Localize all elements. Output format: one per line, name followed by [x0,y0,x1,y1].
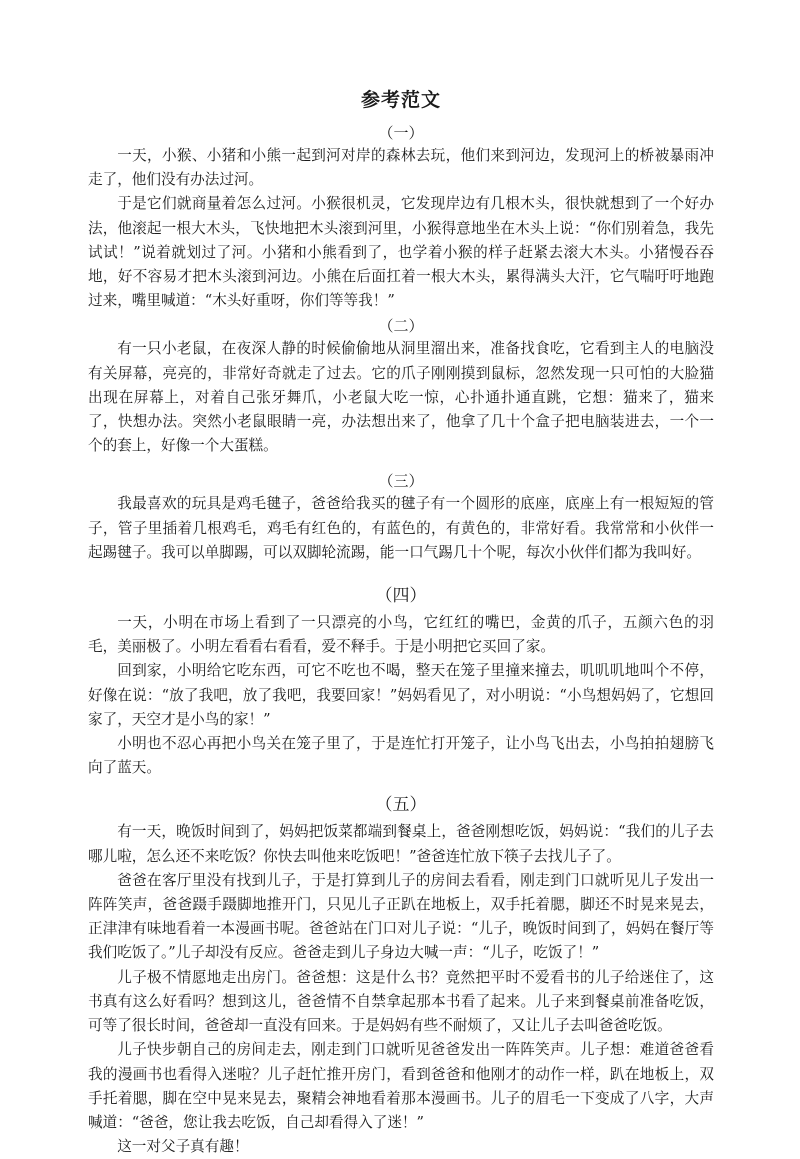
section-4 [88,583,714,780]
paragraph: 回到家，小明给它吃东西，可它不吃也不喝，整天在笼子里撞来撞去，叽叽叽地叫个不停，好像在说：“放了我吧，放了我吧，我要回家！”妈妈看见了，对小明说：“小鸟想妈妈了，它想回家了，天空才是小鸟的家！” [88,662,714,728]
paragraph: 一天，小猴、小猪和小熊一起到河对岸的森林去玩，他们来到河边，发现河上的桥被暴雨冲走了，他们没有办法过河。 [88,147,714,189]
paragraph: 儿子快步朝自己的房间走去，刚走到门口就听见爸爸发出一阵阵笑声。儿子想：难道爸爸看我的漫画书也看得入迷啦？儿子赶忙推开房门，看到爸爸和他刚才的动作一样，趴在地板上，双手托着腮，脚在空中晃来晃去，聚精会神地看着那本漫画书。儿子的眉毛一下变成了八字，大声喊道：“爸爸，您让我去吃饭，自己却看得入了迷！” [88,1041,714,1131]
section-3 [88,470,714,565]
section-heading: （五） [375,795,427,816]
paragraph: 小明也不忍心再把小鸟关在笼子里了，于是连忙打开笼子，让小鸟飞出去，小鸟拍拍翅膀飞向了蓝天。 [88,735,714,777]
section-heading: （四） [375,586,427,607]
paragraph: 一天，小明在市场上看到了一只漂亮的小鸟，它红红的嘴巴，金黄的爪子，五颜六色的羽毛，美丽极了。小明左看看右看看，爱不释手。于是小明把它买回了家。 [88,614,714,656]
paragraph: 于是它们就商量着怎么过河。小猴很机灵，它发现岸边有几根木头，很快就想到了一个好办法，他滚起一根大木头，飞快地把木头滚到河里，小猴得意地坐在木头上说：“你们别着急，我先试试！”说着就划过了河。小猪和小熊看到了，也学着小猴的样子赶紧去滚大木头。小猪慢吞吞地，好不容易才把木头滚到河边。小熊在后面扛着一根大木头，累得满头大汗，它气喘吁吁地跑过来，嘴里喊道：“木头好重呀，你们等等我！” [88,195,714,310]
paragraph: 我最喜欢的玩具是鸡毛毽子，爸爸给我买的毽子有一个圆形的底座，底座上有一根短短的管子，管子里插着几根鸡毛，鸡毛有红色的，有蓝色的，有黄色的，非常好看。我常常和小伙伴一起踢毽子。我可以单脚踢，可以双脚轮流踢，能一口气踢几十个呢，每次小伙伴们都为我叫好。 [88,495,714,561]
section-2 [88,315,714,458]
section-heading: （一） [378,124,424,142]
paragraph: 有一天，晚饭时间到了，妈妈把饭菜都端到餐桌上，爸爸刚想吃饭，妈妈说：“我们的儿子去哪儿啦，怎么还不来吃饭？你快去叫他来吃饭吧！”爸爸连忙放下筷子去找儿子了。 [88,823,714,865]
document-page [88,86,714,1159]
paragraph: 有一只小老鼠，在夜深人静的时候偷偷地从洞里溜出来，准备找食吃，它看到主人的电脑没有关屏幕，亮亮的，非常好奇就走了过去。它的爪子刚刚摸到鼠标，忽然发现一只可怕的大脸猫出现在屏幕上，对着自己张牙舞爪，小老鼠大吃一惊，心扑通扑通直跳，它想：猫来了，猫来了，快想办法。突然小老鼠眼睛一亮，办法想出来了，他拿了几十个盒子把电脑装进去，一个一个的套上，好像一个大蛋糕。 [88,340,714,455]
paragraph: 爸爸在客厅里没有找到儿子，于是打算到儿子的房间去看看，刚走到门口就听见儿子发出一阵阵笑声，爸爸蹑手蹑脚地推开门，只见儿子正趴在地板上，双手托着腮，脚还不时晃来晃去，正津津有味地看着一本漫画书呢。爸爸站在门口对儿子说：“儿子，晚饭时间到了，妈妈在餐厅等我们吃饭了。”儿子却没有反应。爸爸走到儿子身边大喊一声：“儿子，吃饭了！” [88,871,714,962]
paragraph: 这一对父子真有趣！ [117,1138,249,1156]
section-1 [88,122,714,313]
section-heading: （二） [378,317,424,336]
document-title: 参考范文 [360,89,441,111]
paragraph: 儿子极不情愿地走出房门。爸爸想：这是什么书？竟然把平时不爱看书的儿子给迷住了，这书真有这么好看吗？想到这儿，爸爸情不自禁拿起那本书看了起来。儿子来到餐桌前准备吃饭，可等了很长时间，爸爸却一直没有回来。于是妈妈有些不耐烦了，又让儿子去叫爸爸吃饭。 [88,968,714,1035]
section-heading: （三） [378,472,424,491]
section-5 [88,792,714,1159]
